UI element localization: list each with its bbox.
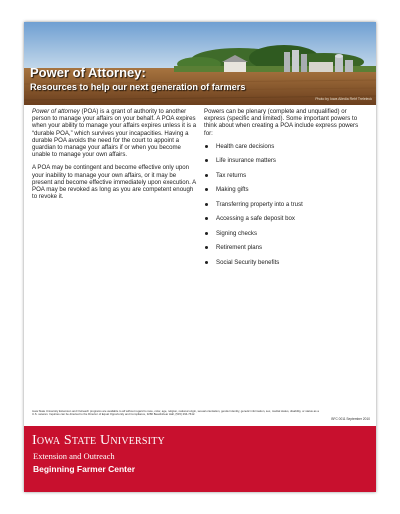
list-item <box>204 259 368 274</box>
list-item-label: Signing checks <box>216 229 257 237</box>
page-subtitle: Resources to help our next generation of farmers <box>30 82 246 92</box>
left-column <box>32 108 198 206</box>
header-photo <box>24 22 376 105</box>
page-title: Power of Attorney: <box>30 65 146 80</box>
center-name: Beginning Farmer Center <box>33 464 136 474</box>
list-item-label: Life insurance matters <box>216 157 276 165</box>
list-item <box>204 172 368 187</box>
list-item-label: Transferring property into a trust <box>216 200 303 208</box>
publication-code: BFC 0011 September 2010 <box>331 417 370 421</box>
list-item <box>204 215 368 230</box>
bullet-icon <box>205 203 208 206</box>
bullet-icon <box>205 261 208 264</box>
list-item <box>204 186 368 201</box>
intro-term: Power of attorney <box>32 108 80 115</box>
photo-credit: Photo by Iowa Aliedia Rehf Treleleck <box>315 97 372 101</box>
list-item <box>204 201 368 216</box>
list-item <box>204 230 368 245</box>
right-column <box>204 108 368 273</box>
university-name: Iowa State University <box>32 433 165 448</box>
list-item <box>204 143 368 158</box>
farm-landscape-image <box>24 22 376 105</box>
nondiscrimination-statement: Iowa State University Extension and Outreach programs are available to all without regard to race, color, age, religion, national origin, sexual orientation, gender identity, genetic information, sex, marital status, disability, or status as a U.S. veteran. Inquiries can be directed to the Director of Equal Opportunity and Compliance, 3280 Beardshear Hall, (515) 294-7612. <box>32 409 319 417</box>
list-item-label: Retirement plans <box>216 244 263 252</box>
extension-unit: Extension and Outreach <box>33 451 115 461</box>
list-item-label: Making gifts <box>216 186 249 194</box>
bullet-icon <box>205 217 208 220</box>
bullet-icon <box>205 246 208 249</box>
list-item-label: Social Security benefits <box>216 258 280 266</box>
bullet-icon <box>205 159 208 162</box>
list-item-label: Accessing a safe deposit box <box>216 215 295 223</box>
intro-paragraph-2: A POA may be contingent and become effective only upon your inability to manage your own affairs, or it may be present and become effective immediately upon execution. A POA may be revoked as long as you are competent enough to revoke it. <box>32 164 196 201</box>
bullet-icon <box>205 188 208 191</box>
list-item <box>204 157 368 172</box>
footer-band <box>24 426 376 492</box>
document-page <box>24 22 376 492</box>
bullet-icon <box>205 174 208 177</box>
powers-intro: Powers can be plenary (complete and unqualified) or express (specific and limited). Some important powers to think about when creating a POA include express powers for: <box>204 108 359 137</box>
intro-paragraph-1-text: (POA) is a grant of authority to another person to manage your affairs on your behalf. A POA expires when your ability to manage your affairs expires unless it is a “durable POA,” which survives your incapacities. Having a durable POA avoids the need for the court to appoint a guardian to manage your affairs if or when you become unable to manage your own affairs. <box>32 108 197 159</box>
intro-paragraph-1 <box>32 108 198 158</box>
list-item <box>204 244 368 259</box>
list-item-label: Health care decisions <box>216 142 275 150</box>
powers-list <box>204 143 368 274</box>
bullet-icon <box>205 232 208 235</box>
list-item-label: Tax returns <box>216 171 247 179</box>
bullet-icon <box>205 145 208 148</box>
